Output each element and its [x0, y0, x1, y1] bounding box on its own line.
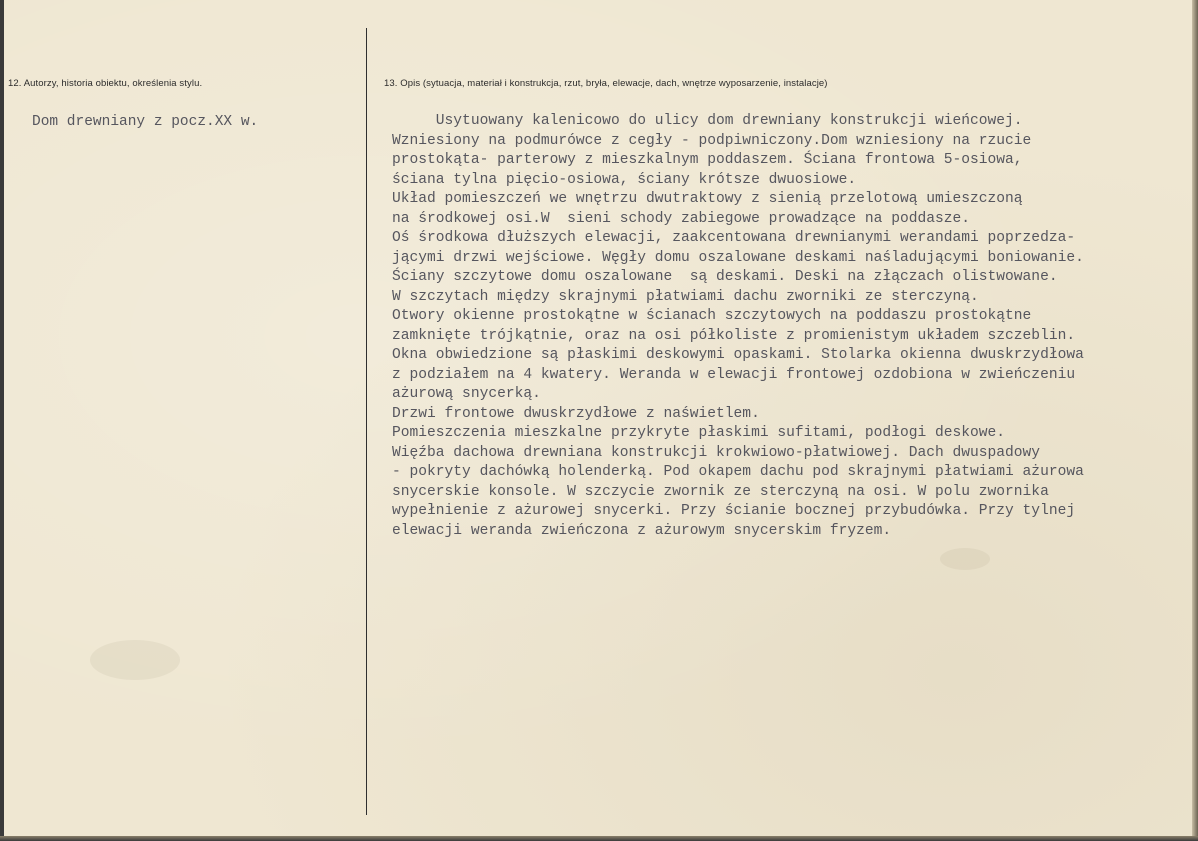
- description-line: Układ pomieszczeń we wnętrzu dwutraktowy z sienią przelotową umieszczoną: [392, 191, 1023, 207]
- description-line: Pomieszczenia mieszkalne przykryte płaskimi sufitami, podłogi deskowe.: [392, 425, 1006, 441]
- description-line: Wzniesiony na podmurówce z cegły - podpiwniczony.Dom wzniesiony na rzucie: [392, 132, 1032, 149]
- description-line: Otwory okienne prostokątne w ścianach szczytowych na poddaszu prostokątne: [392, 308, 1032, 324]
- description-text: [392, 112, 1192, 541]
- description-line: - pokryty dachówką holenderką. Pod okapem dachu pod skrajnymi płatwiami ażurowa: [392, 464, 1084, 480]
- scan-edge-bottom: [0, 836, 1198, 841]
- description-line: wypełnienie z ażurowej snycerki. Przy ścianie bocznej przybudówka. Przy tylnej: [392, 503, 1076, 519]
- description-line: Drzwi frontowe dwuskrzydłowe z naświetlem.: [392, 405, 760, 422]
- description-field-label: 13. Opis (sytuacja, materiał i konstrukcja, rzut, bryła, elewacje, dach, wnętrze wyposarzenie, instalacje): [384, 78, 828, 89]
- paper-stain: [940, 548, 990, 570]
- paper-stain: [90, 640, 180, 680]
- description-line: elewacji weranda zwieńczona z ażurowym snycerskim fryzem.: [392, 522, 892, 539]
- description-line: Usytuowany kalenicowo do ulicy dom drewniany konstrukcji wieńcowej.: [392, 113, 1023, 129]
- description-line: na środkowej osi.W sieni schody zabiegowe prowadzące na poddasze.: [392, 210, 971, 227]
- description-line: jącymi drzwi wejściowe. Węgły domu oszalowane deskami naśladującymi boniowanie.: [392, 249, 1084, 266]
- description-line: Oś środkowa dłuższych elewacji, zaakcentowana drewnianymi werandami poprzedza-: [392, 230, 1076, 246]
- description-line: z podziałem na 4 kwatery. Weranda w elewacji frontowej ozdobiona w zwieńczeniu: [392, 366, 1076, 383]
- column-divider: [366, 28, 367, 815]
- description-line: W szczytach między skrajnymi płatwiami dachu zworniki ze sterczyną.: [392, 288, 979, 305]
- description-line: Okna obwiedzione są płaskimi deskowymi opaskami. Stolarka okienna dwuskrzydłowa: [392, 347, 1084, 363]
- description-line: ażurową snycerką.: [392, 386, 541, 402]
- description-line: ściana tylna pięcio-osiowa, ściany krótsze dwuosiowe.: [392, 171, 857, 188]
- scan-edge-left: [0, 0, 4, 841]
- authors-field-value: Dom drewniany z pocz.XX w.: [32, 114, 259, 130]
- description-line: Więźba dachowa drewniana konstrukcji krokwiowo-płatwiowej. Dach dwuspadowy: [392, 444, 1041, 461]
- description-line: prostokąta- parterowy z mieszkalnym poddaszem. Ściana frontowa 5-osiowa,: [392, 152, 1023, 168]
- scan-edge-right: [1192, 0, 1198, 841]
- description-line: Ściany szczytowe domu oszalowane są deskami. Deski na złączach olistwowane.: [392, 269, 1058, 285]
- authors-field-label: 12. Autorzy, historia obiektu, określenia stylu.: [8, 78, 203, 89]
- description-line: snycerskie konsole. W szczycie zwornik ze sterczyną na osi. W polu zwornika: [392, 483, 1049, 500]
- description-line: zamknięte trójkątnie, oraz na osi półkoliste z promienistym układem szczeblin.: [392, 327, 1076, 344]
